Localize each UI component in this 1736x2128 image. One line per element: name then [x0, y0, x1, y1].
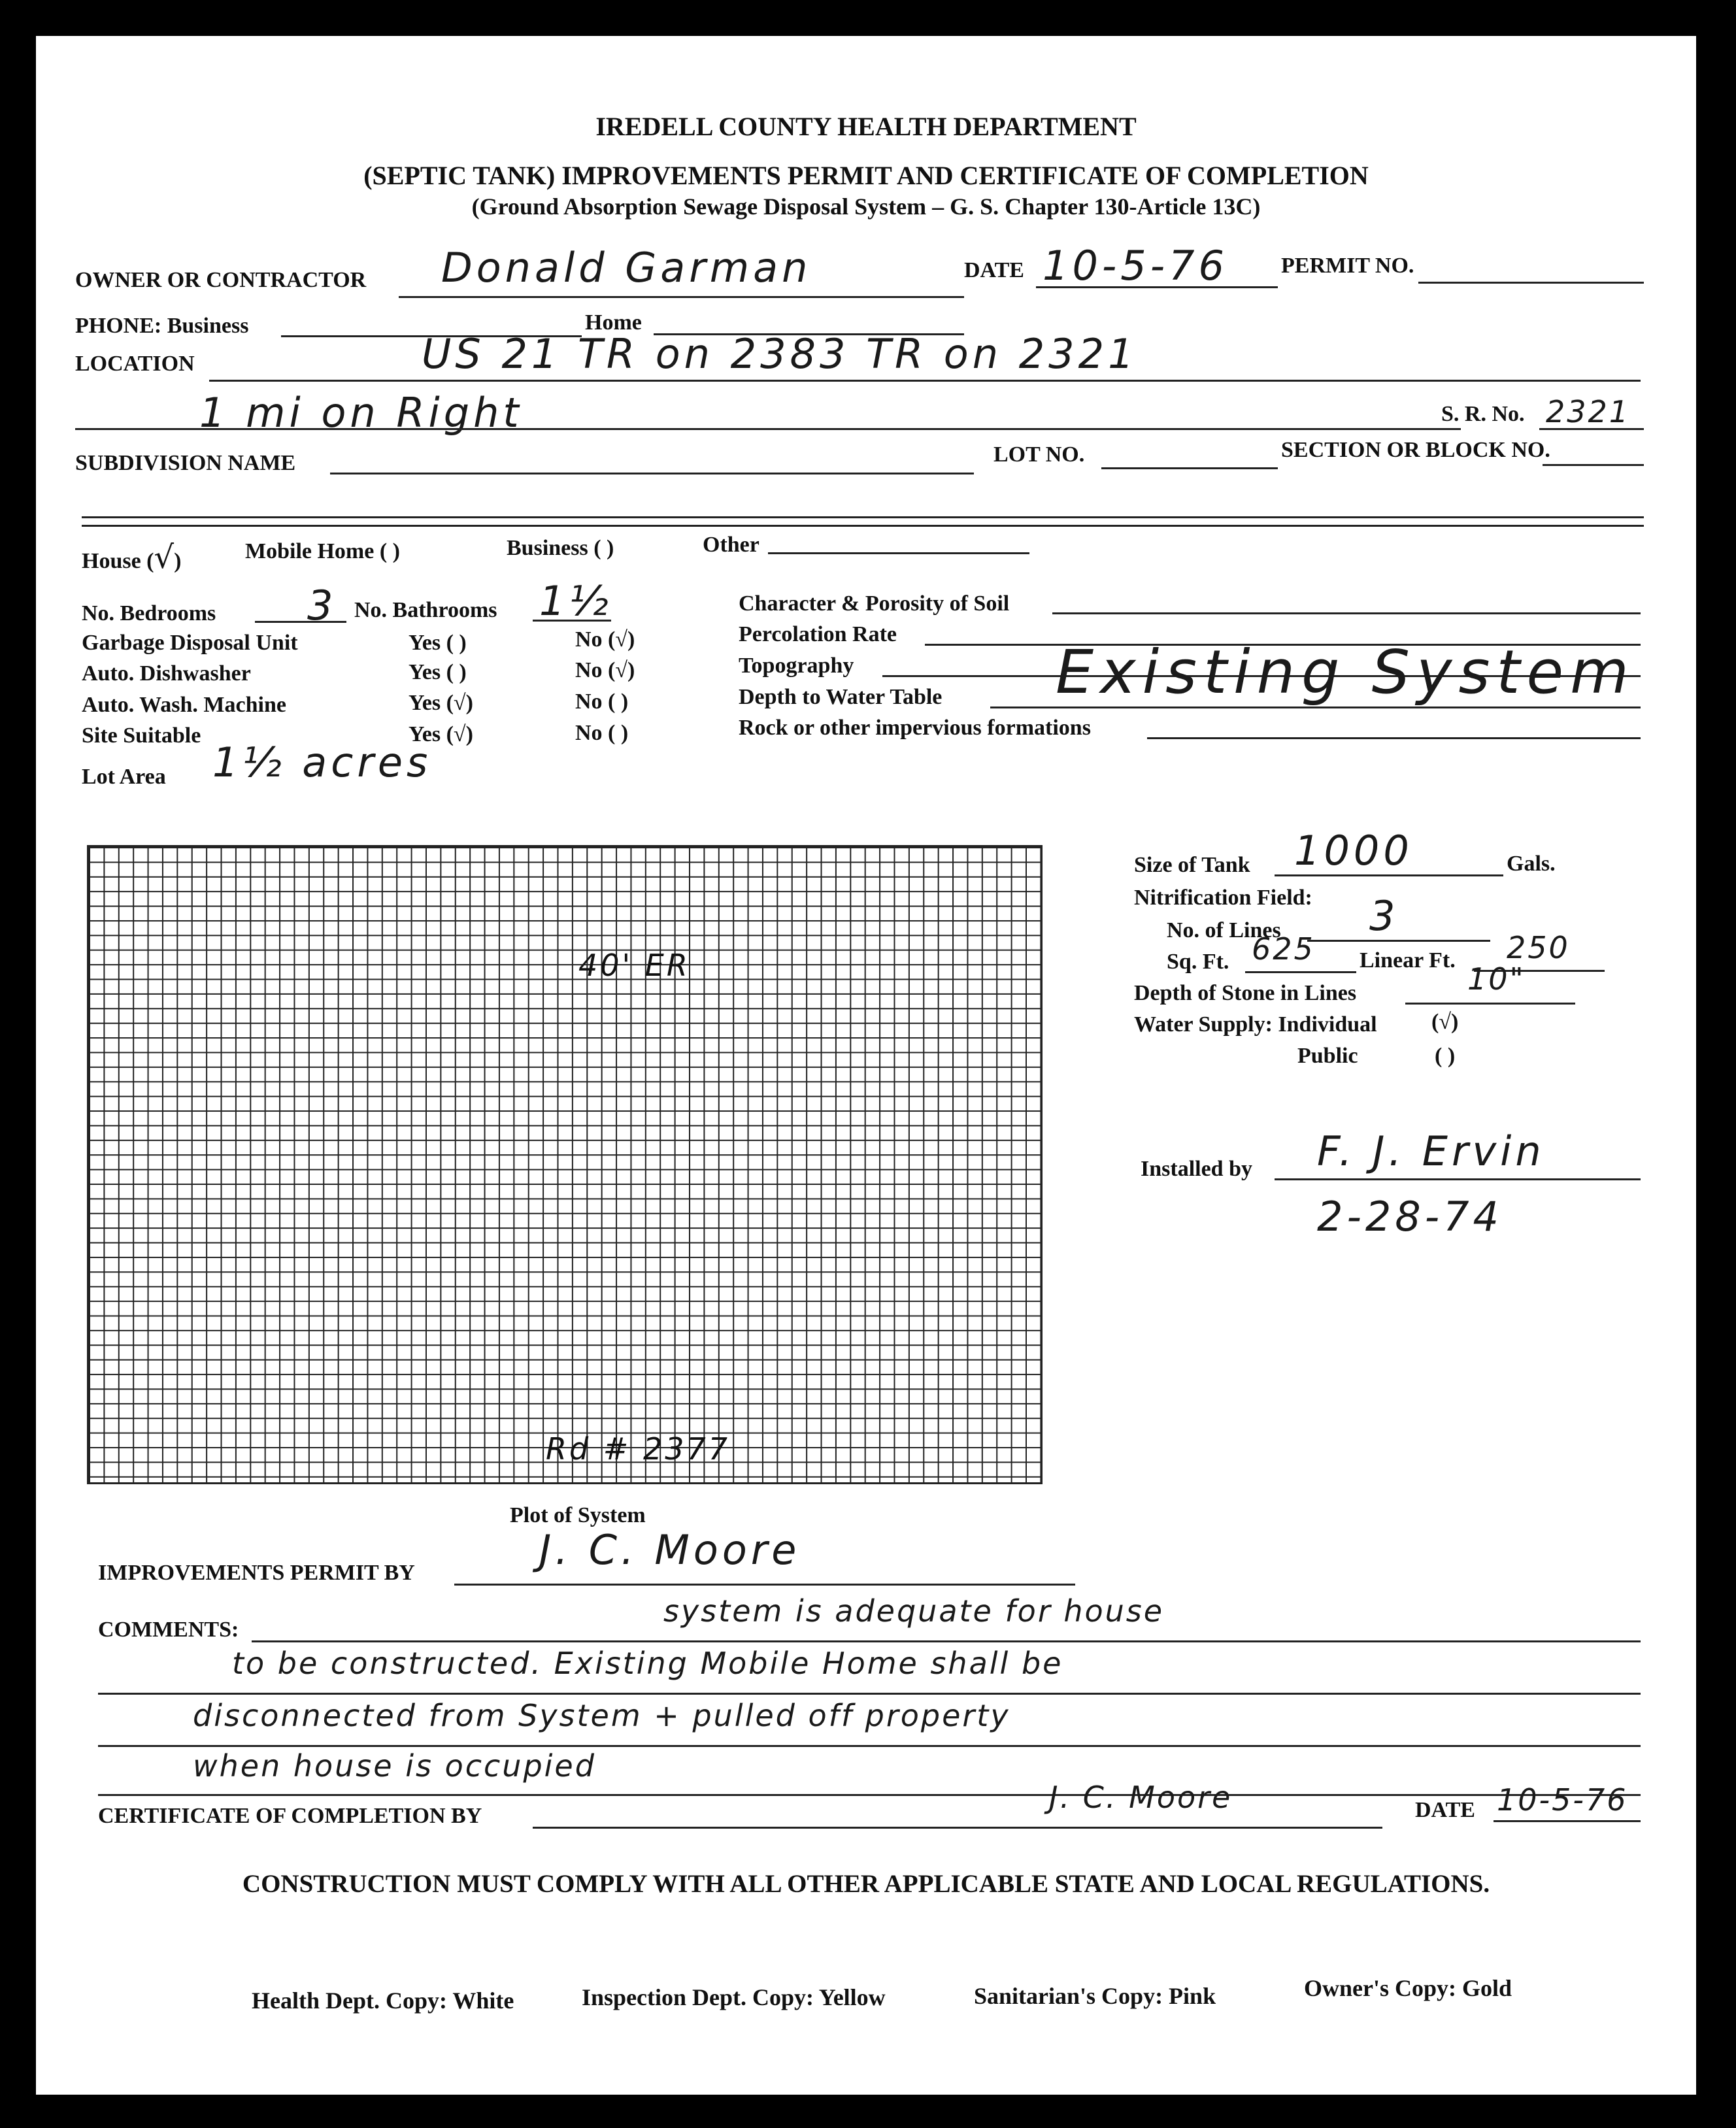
certificate-date-value[interactable]: 10-5-76	[1497, 1782, 1628, 1818]
certificate-date-label: DATE	[1415, 1798, 1475, 1822]
owner-line	[399, 296, 964, 298]
comment-line-2[interactable]: to be constructed. Existing Mobile Home shall be	[232, 1646, 1063, 1681]
lot-area-label: Lot Area	[82, 765, 166, 789]
permit-line	[1418, 282, 1644, 284]
comments-line-3	[98, 1745, 1641, 1747]
copy-sanitarian: Sanitarian's Copy: Pink	[974, 1983, 1216, 2009]
installed-value[interactable]: F. J. Ervin	[1317, 1127, 1545, 1175]
subdivision-line	[330, 473, 974, 474]
business-option[interactable]: Business ( )	[507, 536, 614, 560]
department-heading: IREDELL COUNTY HEALTH DEPARTMENT	[595, 112, 1137, 141]
phone-label: PHONE: Business	[75, 314, 249, 338]
sqft-line	[1245, 971, 1356, 973]
stone-depth-line	[1405, 1003, 1575, 1005]
site-suitable-yes[interactable]: Yes (√)	[409, 722, 473, 746]
comments-label: COMMENTS:	[98, 1618, 239, 1642]
tank-size-line	[1275, 874, 1503, 876]
divider-bottom	[82, 525, 1644, 527]
location-line	[209, 380, 1641, 382]
location-line-2	[75, 428, 1461, 430]
installed-line	[1275, 1178, 1641, 1180]
comments-line-2	[98, 1693, 1641, 1695]
form-subtitle: (Ground Absorption Sewage Disposal System – G. S. Chapter 130-Article 13C)	[471, 193, 1261, 220]
linear-label: Linear Ft.	[1360, 948, 1456, 973]
dishwasher-yes[interactable]: Yes ( )	[409, 660, 467, 684]
site-suitable-label: Site Suitable	[82, 723, 201, 748]
water-individual-mark[interactable]: (√)	[1431, 1010, 1459, 1034]
washer-yes[interactable]: Yes (√)	[409, 691, 473, 715]
sqft-label: Sq. Ft.	[1167, 950, 1229, 974]
washer-label: Auto. Wash. Machine	[82, 693, 286, 717]
sqft-value[interactable]: 625	[1252, 931, 1315, 967]
lot-line	[1101, 467, 1278, 469]
divider-top	[82, 516, 1644, 518]
subdivision-label: SUBDIVISION NAME	[75, 451, 296, 475]
stone-depth-label: Depth of Stone in Lines	[1134, 981, 1357, 1005]
certificate-line	[533, 1827, 1382, 1829]
location-value[interactable]: US 21 TR on 2383 TR on 2321	[422, 330, 1138, 378]
bathrooms-value[interactable]: 1½	[539, 577, 612, 625]
lines-label: No. of Lines	[1167, 918, 1281, 942]
water-table-label: Depth to Water Table	[739, 685, 943, 709]
permit-form	[36, 36, 1696, 2095]
certificate-value[interactable]: J. C. Moore	[1049, 1780, 1233, 1815]
site-suitable-no[interactable]: No ( )	[575, 721, 629, 745]
copy-inspection: Inspection Dept. Copy: Yellow	[582, 1984, 886, 2010]
tank-size-label: Size of Tank	[1134, 853, 1250, 877]
plot-note-bottom: Rd # 2377	[546, 1431, 731, 1467]
soil-character-label: Character & Porosity of Soil	[739, 591, 1010, 616]
location-line2[interactable]: 1 mi on Right	[199, 389, 523, 437]
dishwasher-no[interactable]: No (√)	[575, 658, 635, 682]
plot-note-top: 40' ER	[578, 948, 690, 983]
date-label: DATE	[964, 258, 1024, 282]
rock-label: Rock or other impervious formations	[739, 716, 1091, 740]
certificate-date-line	[1494, 1820, 1641, 1822]
garbage-yes[interactable]: Yes ( )	[409, 631, 467, 655]
existing-system-note[interactable]: Existing System	[1056, 637, 1635, 707]
house-checkmark: √	[154, 539, 175, 576]
lot-label: LOT NO.	[993, 442, 1085, 467]
garbage-no[interactable]: No (√)	[575, 627, 635, 652]
bedrooms-value[interactable]: 3	[307, 582, 337, 629]
lines-value[interactable]: 3	[1369, 892, 1399, 940]
improvements-value[interactable]: J. C. Moore	[539, 1526, 801, 1574]
mobile-home-option[interactable]: Mobile Home ( )	[245, 539, 400, 563]
water-supply-label: Water Supply: Individual	[1134, 1012, 1377, 1037]
topography-label: Topography	[739, 654, 854, 678]
copy-health: Health Dept. Copy: White	[252, 1987, 514, 2014]
owner-label: OWNER OR CONTRACTOR	[75, 268, 367, 292]
other-label: Other	[703, 533, 760, 557]
improvements-label: IMPROVEMENTS PERMIT BY	[98, 1561, 415, 1585]
comments-line-4	[98, 1794, 1641, 1796]
stone-depth-value[interactable]: 10"	[1467, 961, 1526, 997]
other-line	[768, 552, 1029, 554]
linear-value[interactable]: 250	[1507, 930, 1570, 965]
public-mark[interactable]: ( )	[1435, 1044, 1456, 1068]
section-line	[1543, 464, 1644, 466]
improvements-line	[454, 1584, 1075, 1586]
sr-label: S. R. No.	[1441, 402, 1525, 426]
garbage-label: Garbage Disposal Unit	[82, 631, 298, 655]
date-value[interactable]: 10-5-76	[1043, 242, 1228, 290]
tank-size-value[interactable]: 1000	[1294, 827, 1413, 874]
form-title: (SEPTIC TANK) IMPROVEMENTS PERMIT AND CERTIFICATE OF COMPLETION	[363, 161, 1369, 190]
installed-date[interactable]: 2-28-74	[1317, 1193, 1503, 1240]
gals-label: Gals.	[1507, 852, 1556, 876]
installed-label: Installed by	[1141, 1157, 1252, 1181]
bathrooms-label: No. Bathrooms	[354, 598, 497, 622]
house-label[interactable]: House (√)	[82, 539, 182, 576]
soil-character-line	[1052, 612, 1641, 614]
dishwasher-label: Auto. Dishwasher	[82, 661, 251, 686]
comment-line-3[interactable]: disconnected from System + pulled off property	[193, 1698, 1010, 1733]
compliance-notice: CONSTRUCTION MUST COMPLY WITH ALL OTHER APPLICABLE STATE AND LOCAL REGULATIONS.	[242, 1870, 1490, 1898]
percolation-label: Percolation Rate	[739, 622, 897, 646]
rock-line	[1147, 737, 1641, 739]
home-label: Home	[585, 310, 642, 335]
comment-line-1[interactable]: system is adequate for house	[663, 1593, 1165, 1629]
bedrooms-label: No. Bedrooms	[82, 601, 216, 625]
owner-value[interactable]: Donald Garman	[441, 244, 812, 291]
permit-label: PERMIT NO.	[1281, 254, 1414, 278]
comment-line-4[interactable]: when house is occupied	[193, 1748, 596, 1784]
lines-line	[1307, 940, 1490, 942]
location-label: LOCATION	[75, 352, 195, 376]
public-label: Public	[1297, 1044, 1358, 1068]
plot-caption: Plot of System	[510, 1503, 646, 1527]
comments-line-1	[252, 1640, 1641, 1642]
nitrification-label: Nitrification Field:	[1134, 886, 1312, 910]
plot-grid	[87, 845, 1043, 1484]
washer-no[interactable]: No ( )	[575, 690, 629, 714]
copy-owner: Owner's Copy: Gold	[1304, 1975, 1512, 2001]
section-label: SECTION OR BLOCK NO.	[1281, 438, 1550, 462]
lot-area-value[interactable]: 1½ acres	[212, 739, 432, 786]
sr-value[interactable]: 2321	[1546, 394, 1631, 429]
certificate-label: CERTIFICATE OF COMPLETION BY	[98, 1804, 482, 1828]
